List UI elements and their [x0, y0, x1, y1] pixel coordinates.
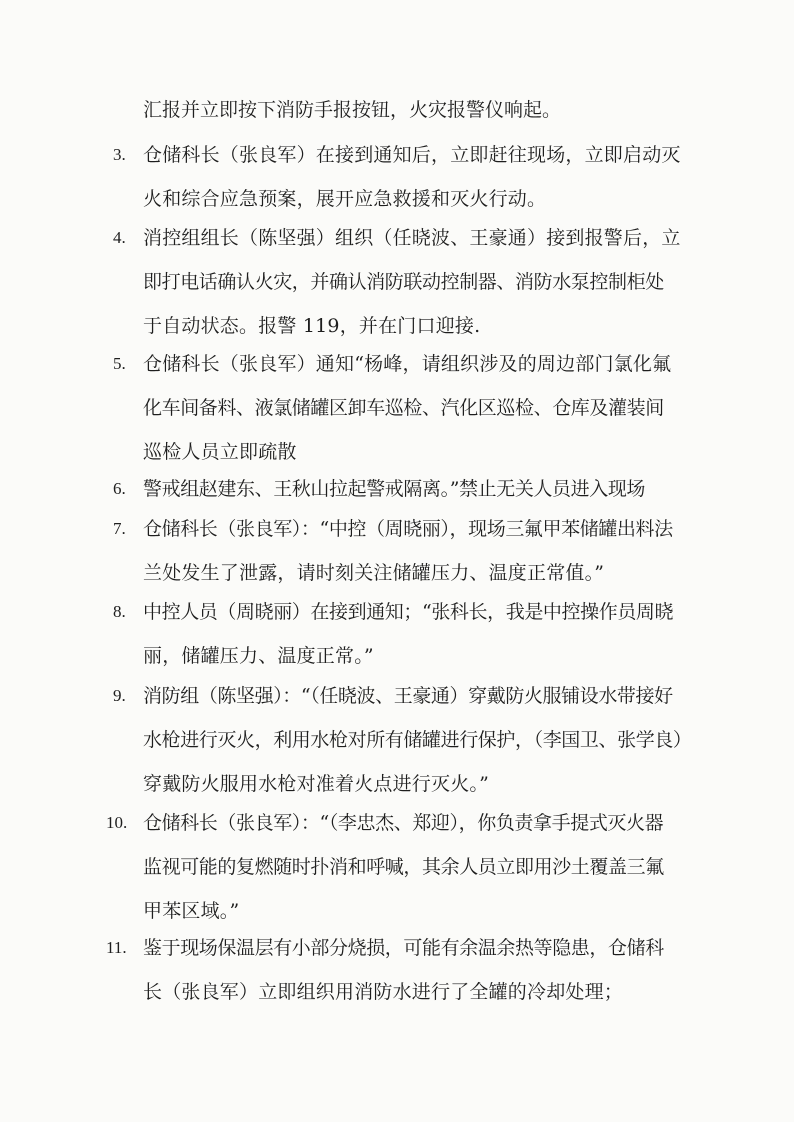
item-line: 穿戴防火服用水枪对准着火点进行灭火。”	[143, 773, 490, 795]
item-line: 巡检人员立即疏散	[143, 441, 297, 463]
item-number: 5.	[113, 354, 126, 373]
item-line: 即打电话确认火灾，并确认消防联动控制器、消防水泵控制柜处	[143, 271, 664, 293]
item-line: 仓储科长（张良军）在接到通知后，立即赶往现场，立即启动灭	[143, 144, 681, 166]
item-number: 6.	[113, 479, 126, 498]
item-line: 化车间备料、液氯储罐区卸车巡检、汽化区巡检、仓库及灌装间	[143, 397, 664, 419]
item-line: 中控人员（周晓丽）在接到通知；“张科长，我是中控操作员周晓	[143, 601, 674, 623]
item-line: 鉴于现场保温层有小部分烧损，可能有余温余热等隐患，仓储科	[143, 937, 664, 959]
item-line: 于自动状态。报警 119，并在门口迎接.	[143, 315, 481, 337]
item-line: 警戒组赵建东、王秋山拉起警戒隔离。”禁止无关人员进入现场	[143, 478, 646, 500]
item-number: 11.	[106, 938, 127, 957]
item-number: 10.	[106, 813, 128, 832]
item-line: 长（张良军）立即组织用消防水进行了全罐的冷却处理；	[143, 981, 624, 1003]
item-line: 兰处发生了泄露，请时刻关注储罐压力、温度正常值。”	[143, 562, 605, 584]
item-line: 仓储科长（张良军）：“（李忠杰、郑迎），你负责拿手提式灭火器	[143, 812, 664, 834]
item-line: 仓储科长（张良军）通知“杨峰，请组织涉及的周边部门氯化氟	[143, 353, 672, 375]
intro-line: 汇报并立即按下消防手报按钮，火灾报警仪响起。	[143, 99, 562, 121]
item-line: 火和综合应急预案，展开应急救援和灭火行动。	[143, 188, 547, 210]
item-number: 8.	[113, 602, 126, 621]
item-line: 水枪进行灭火，利用水枪对所有储罐进行保护，（李国卫、张学良）	[143, 729, 692, 751]
item-number: 9.	[113, 686, 126, 705]
item-line: 消控组组长（陈坚强）组织（任晓波、王豪通）接到报警后，立	[143, 227, 681, 249]
item-line: 仓储科长（张良军）：“中控（周晓丽），现场三氟甲苯储罐出料法	[143, 518, 673, 540]
item-number: 4.	[113, 228, 126, 247]
item-line: 甲苯区域。”	[143, 900, 240, 922]
item-line: 监视可能的复燃随时扑消和呼喊，其余人员立即用沙土覆盖三氟	[143, 856, 664, 878]
item-line: 消防组（陈坚强）：“（任晓波、王豪通）穿戴防火服铺设水带接好	[143, 685, 673, 707]
item-number: 7.	[113, 519, 126, 538]
item-line: 丽，储罐压力、温度正常。”	[143, 645, 374, 667]
item-number: 3.	[113, 145, 126, 164]
